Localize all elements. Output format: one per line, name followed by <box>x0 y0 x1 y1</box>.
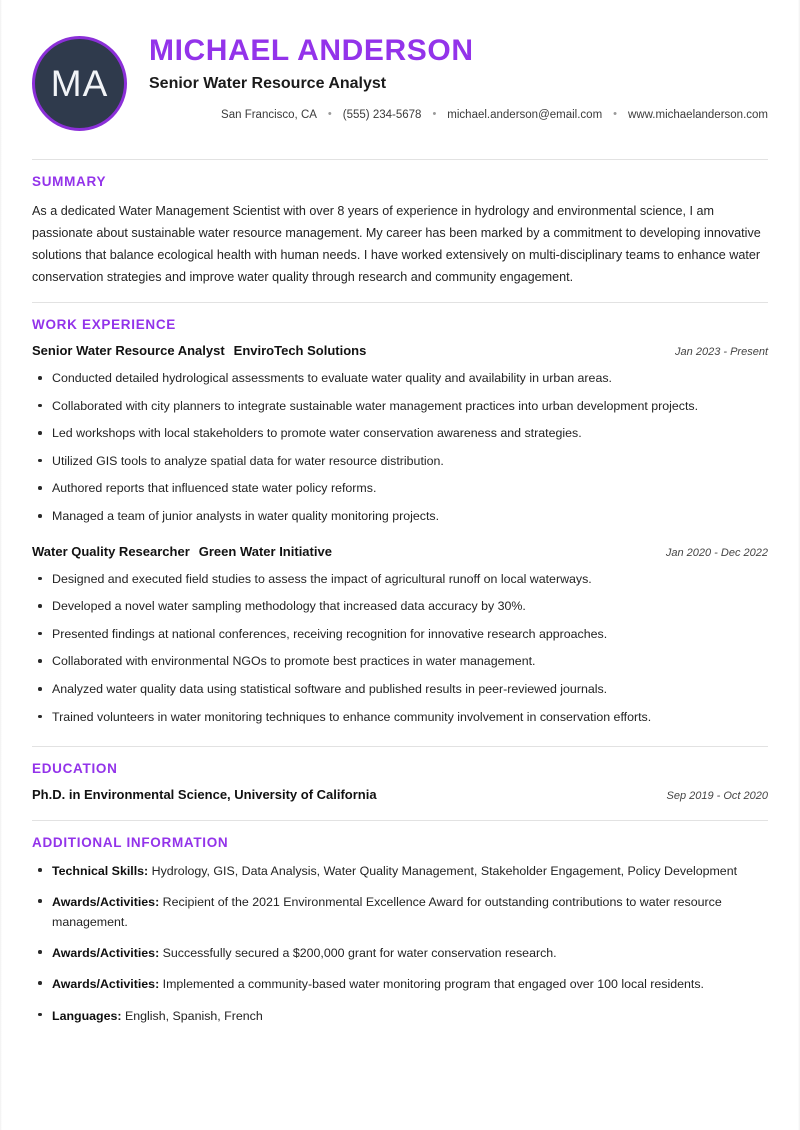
experience-entry-titles <box>32 343 366 360</box>
list-item <box>32 943 768 963</box>
section-title-summary: SUMMARY <box>32 174 107 189</box>
experience-company: EnviroTech Solutions <box>233 343 367 359</box>
list-item <box>32 974 768 994</box>
contact-email[interactable]: michael.anderson@email.com <box>447 108 603 121</box>
additional-info-list <box>32 861 768 1026</box>
experience-dates: Jan 2020 - Dec 2022 <box>665 546 768 559</box>
education-entry <box>32 787 768 804</box>
experience-bullet: Conducted detailed hydrological assessments to evaluate water quality and availability in urban areas. <box>32 369 768 388</box>
experience-bullet: Authored reports that influenced state water policy reforms. <box>32 479 768 498</box>
info-label: Awards/Activities: <box>52 946 160 961</box>
experience-bullet-list <box>32 369 768 526</box>
section-divider <box>32 820 768 821</box>
resume-header <box>32 0 768 145</box>
experience-entry-header <box>32 544 768 561</box>
experience-role: Water Quality Researcher <box>32 543 190 559</box>
info-value: Recipient of the 2021 Environmental Excellence Award for outstanding contributions to water resource management. <box>52 895 722 930</box>
bullet-separator-icon: • <box>613 108 618 121</box>
experience-bullet: Collaborated with city planners to integrate sustainable water management practices into urban development projects. <box>32 397 768 416</box>
info-value: Implemented a community-based water monitoring program that engaged over 100 local residents. <box>162 977 705 992</box>
experience-entry-header <box>32 343 768 360</box>
experience-bullet: Trained volunteers in water monitoring techniques to enhance community involvement in conservation efforts. <box>32 708 768 727</box>
list-item <box>32 861 768 881</box>
experience-bullet: Designed and executed field studies to assess the impact of agricultural runoff on local waterways. <box>32 570 768 589</box>
experience-role: Senior Water Resource Analyst <box>32 343 225 359</box>
section-work-experience <box>32 288 768 726</box>
experience-entry <box>32 343 768 526</box>
experience-bullet-list <box>32 570 768 727</box>
experience-bullet: Led workshops with local stakeholders to promote water conservation awareness and strategies. <box>32 424 768 443</box>
bullet-separator-icon: • <box>432 108 437 121</box>
section-title-additional-information: ADDITIONAL INFORMATION <box>32 835 229 851</box>
section-divider <box>32 302 768 303</box>
info-label: Awards/Activities: <box>52 977 160 992</box>
experience-entry-titles <box>32 544 332 561</box>
education-degree: Ph.D. in Environmental Science, University of California <box>32 787 377 803</box>
section-additional-information <box>32 804 768 1026</box>
contact-location: San Francisco, CA <box>221 108 317 121</box>
experience-bullet: Presented findings at national conferences, receiving recognition for innovative research approaches. <box>32 625 768 644</box>
page-edge-left <box>0 0 2 1130</box>
info-label: Languages: <box>52 1008 122 1023</box>
avatar <box>32 36 127 131</box>
list-item <box>32 892 768 932</box>
info-value: English, Spanish, French <box>125 1008 263 1023</box>
experience-company: Green Water Initiative <box>198 543 332 559</box>
avatar-initials: MA <box>50 62 109 104</box>
summary-text: As a dedicated Water Management Scientist with over 8 years of experience in hydrology and environmental science, I am passionate about sustainable water resource management. My career has been marked by a commitment to developing innovative solutions that balance ecological health with human needs. I have worked extensively on multi-disciplinary teams to enhance water conservation strategies and improve water quality through research and community engagement. <box>32 204 761 285</box>
bullet-separator-icon: • <box>327 108 332 121</box>
section-education <box>32 730 768 804</box>
education-dates: Sep 2019 - Oct 2020 <box>666 790 768 803</box>
job-title: Senior Water Resource Analyst <box>149 74 387 92</box>
section-title-education: EDUCATION <box>32 761 118 777</box>
page-title: MICHAEL ANDERSON <box>149 34 474 67</box>
list-item <box>32 1006 768 1026</box>
info-label: Technical Skills: <box>52 864 149 879</box>
experience-dates: Jan 2023 - Present <box>675 346 768 359</box>
experience-bullet: Utilized GIS tools to analyze spatial data for water resource distribution. <box>32 452 768 471</box>
section-divider <box>32 159 768 160</box>
contact-line <box>149 107 768 123</box>
info-label: Awards/Activities: <box>52 895 160 910</box>
experience-bullet: Collaborated with environmental NGOs to promote best practices in water management. <box>32 652 768 671</box>
experience-bullet: Managed a team of junior analysts in water quality monitoring projects. <box>32 507 768 526</box>
info-value: Successfully secured a $200,000 grant for water conservation research. <box>162 946 557 961</box>
contact-phone[interactable]: (555) 234-5678 <box>342 108 422 121</box>
info-value: Hydrology, GIS, Data Analysis, Water Quality Management, Stakeholder Engagement, Policy Development <box>151 864 738 879</box>
section-summary <box>32 145 768 288</box>
contact-website[interactable]: www.michaelanderson.com <box>628 108 768 121</box>
experience-bullet: Analyzed water quality data using statistical software and published results in peer-reviewed journals. <box>32 680 768 699</box>
section-divider <box>32 746 768 747</box>
experience-entry <box>32 544 768 727</box>
header-text-block <box>127 32 768 123</box>
section-title-work-experience: WORK EXPERIENCE <box>32 317 177 333</box>
experience-bullet: Developed a novel water sampling methodology that increased data accuracy by 30%. <box>32 597 768 616</box>
